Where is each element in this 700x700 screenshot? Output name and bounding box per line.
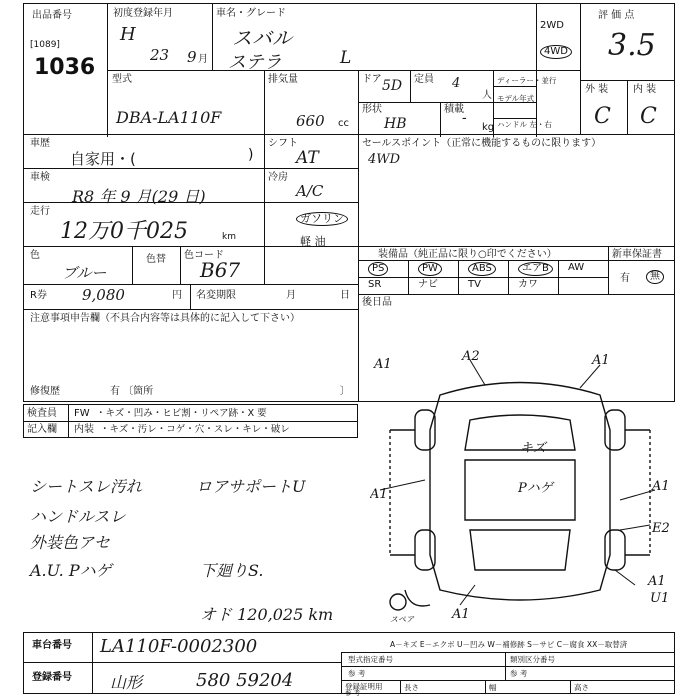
damage-mark-a1-left: A1: [370, 487, 388, 502]
type-number-ref: 参 考: [348, 669, 366, 678]
expiry-month: 月: [286, 290, 296, 301]
first-reg-month: 9: [187, 48, 197, 66]
load-value: -: [462, 110, 467, 126]
remark-line-3: 外装色アセ: [30, 533, 110, 552]
damage-mark-kizu: キズ: [520, 441, 546, 456]
load-unit: kg: [482, 122, 495, 133]
remark-line-1-right: ロアサポートU: [196, 477, 306, 496]
model-label: 型式: [112, 74, 132, 85]
selling-point-label: セールスポイント（正常に機能するものに限ります）: [362, 138, 602, 149]
remark-line-2: ハンドルスレ: [30, 507, 126, 526]
expiry-day: 日: [340, 290, 350, 301]
dealer-label: ディーラー・並行: [497, 76, 557, 85]
displacement-label: 排気量: [268, 74, 298, 85]
fw-text: ・キズ・凹み・ヒビ割・リペア跡・X 要: [96, 408, 267, 419]
remark-line-1-left: シートスレ汚れ: [30, 477, 142, 496]
score-label: 評 価 点: [598, 10, 635, 21]
shape-label: 形状: [362, 104, 382, 115]
recycle-value: 9,080: [82, 286, 125, 304]
interior-grade: C: [640, 104, 657, 129]
shift-value: AT: [296, 148, 319, 168]
damage-legend: A－キズ E－エクボ U－凹み W－補修跡 S－サビ C－腐食 XX－取替済: [390, 640, 628, 649]
damage-mark-a2: A2: [462, 349, 480, 364]
damage-mark-p-hage: Pハゲ: [518, 481, 553, 496]
capacity-value: 4: [452, 76, 461, 91]
color-value: ブルー: [62, 264, 107, 282]
ac-label: 冷房: [268, 172, 288, 183]
history-close: ): [248, 147, 254, 163]
remark-line-4-right: 下廻りS.: [200, 561, 264, 580]
width-label: 幅: [489, 683, 497, 692]
drive-2wd: 2WD: [540, 20, 564, 31]
load-label: 積載: [444, 104, 464, 115]
fuel-diesel: 軽 油: [300, 235, 326, 248]
selling-point-value: 4WD: [368, 152, 401, 167]
color-change-label: 色替: [146, 254, 166, 265]
lot-sub: [1089]: [30, 40, 60, 50]
lot-number: 1036: [34, 55, 96, 80]
equipment-item: エアB: [518, 262, 553, 276]
model-code: DBA-LA110F: [116, 108, 222, 127]
exterior-label: 外 装: [585, 84, 609, 95]
grade: L: [340, 48, 352, 68]
color-code-label: 色コード: [184, 250, 224, 261]
handle-label: ハンドル 左・右: [497, 120, 552, 129]
door-label: ドア: [362, 74, 382, 85]
repair-close: 〕: [340, 386, 350, 397]
repair-value: 有 〔箇所: [110, 386, 154, 397]
fw-label: FW: [74, 408, 90, 419]
spare-label: スペア: [390, 615, 414, 624]
expiry-label: 名変期限: [196, 290, 236, 301]
fuel-gasoline: ガソリン: [296, 212, 348, 226]
damage-mark-u1: U1: [650, 591, 670, 606]
plate-region: 山形: [110, 673, 143, 692]
first-reg-month-unit: 月: [198, 54, 208, 65]
class-number-label: 類別区分番号: [510, 655, 555, 664]
maker-name: スバル: [232, 26, 292, 50]
interior-check-text: ・キズ・汚レ・コゲ・穴・スレ・キレ・破レ: [100, 424, 290, 435]
color-code-value: B67: [200, 258, 241, 282]
type-number-label: 型式指定番号: [348, 655, 393, 664]
history-value: 自家用・(: [70, 150, 136, 168]
odometer-note: オド 120,025 km: [200, 605, 334, 624]
color-label: 色: [30, 250, 40, 261]
shape-value: HB: [384, 116, 407, 132]
cert-ref: 参 考: [345, 689, 361, 697]
rear-seat-label: 後日品: [362, 297, 392, 308]
warranty-label: 新車保証書: [612, 249, 662, 260]
damage-mark-e2: E2: [652, 521, 670, 536]
first-reg-label: 初度登録年月: [113, 8, 173, 19]
damage-mark-a1-rear-right: A1: [648, 574, 666, 589]
shaken-value: R8 年 9 月(29 日): [72, 187, 206, 206]
notes-label: 注意事項申告欄（不具合内容等は具体的に記入して下さい）: [30, 313, 300, 324]
cert-label: 登録証明用: [345, 682, 383, 691]
plate-label: 登録番号: [32, 672, 72, 683]
inspector-label-2: 記入欄: [27, 424, 57, 435]
length-label: 長さ: [404, 683, 419, 692]
model-name: ステラ: [228, 52, 282, 73]
recycle-unit: 円: [172, 290, 182, 301]
first-reg-era: H: [120, 24, 136, 45]
equipment-item: TV: [468, 279, 481, 290]
remark-line-4-left: A.U. Pハゲ: [30, 561, 112, 580]
damage-mark-a1-front-left: A1: [374, 357, 392, 372]
mileage-unit: km: [222, 232, 236, 242]
exterior-grade: C: [594, 104, 611, 129]
capacity-label: 定員: [414, 74, 434, 85]
score-value: 3.5: [608, 28, 656, 63]
damage-mark-a1-rear: A1: [452, 607, 470, 622]
mileage-value: 12万0千025: [60, 219, 188, 244]
equipment-item: PW: [418, 262, 442, 276]
recycle-label: R券: [30, 290, 47, 301]
equipment-item: ナビ: [418, 279, 438, 290]
interior-check-label: 内装: [74, 424, 94, 435]
warranty-yes: 有: [620, 273, 630, 284]
height-label: 高さ: [574, 683, 589, 692]
displacement-unit: cc: [338, 118, 349, 129]
equipment-label: 装備品（純正品に限り○印でください）: [378, 249, 557, 260]
damage-mark-a1-front-right: A1: [592, 353, 610, 368]
warranty-no: 無: [646, 270, 664, 284]
name-label: 車名・グレード: [216, 8, 286, 19]
displacement-value: 660: [296, 112, 325, 130]
door-value: 5D: [382, 78, 403, 94]
car-damage-diagram: [370, 340, 675, 625]
shaken-label: 車検: [30, 172, 50, 183]
capacity-unit: 人: [482, 90, 492, 101]
lot-label: 出品番号: [32, 10, 72, 21]
equipment-item: PS: [368, 262, 388, 276]
drive-4wd: 4WD: [540, 45, 572, 59]
chassis-label: 車台番号: [32, 640, 72, 651]
ac-value: A/C: [296, 182, 324, 200]
mileage-label: 走行: [30, 206, 50, 217]
chassis-value: LA110F-0002300: [100, 636, 258, 657]
class-number-ref: 参 考: [510, 669, 528, 678]
interior-label: 内 装: [633, 84, 657, 95]
repair-label: 修復歴: [30, 386, 60, 397]
first-reg-year: 23: [150, 46, 170, 64]
model-year-label: モデル年式: [497, 94, 535, 103]
equipment-item: SR: [368, 279, 382, 290]
shift-label: シフト: [268, 138, 298, 149]
equipment-item: カワ: [518, 279, 538, 290]
inspector-label-1: 検査員: [27, 408, 57, 419]
history-label: 車歴: [30, 138, 50, 149]
damage-mark-a1-right: A1: [652, 479, 670, 494]
plate-number: 580 59204: [196, 670, 294, 691]
equipment-item: ABS: [468, 262, 496, 276]
equipment-item: AW: [568, 262, 585, 273]
